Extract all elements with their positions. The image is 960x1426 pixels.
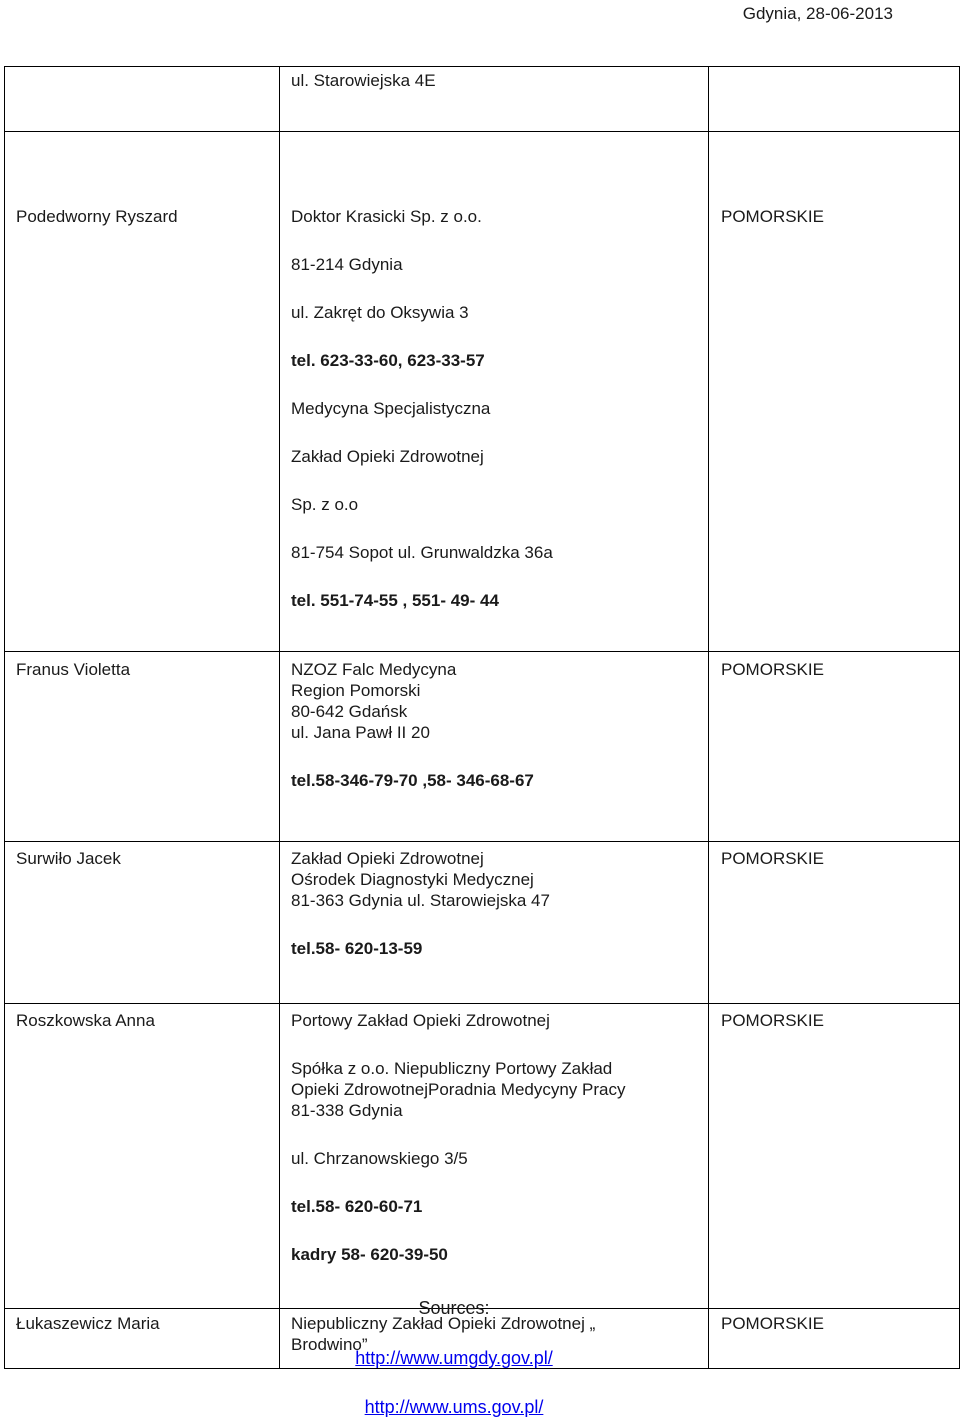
organization-cell [280,1004,709,1309]
name-cell [5,652,280,842]
org-line: ul. Chrzanowskiego 3/5 [291,1149,468,1168]
org-address-block [291,659,698,743]
org-line: 81-338 Gdynia [291,1101,403,1120]
org-line: Region Pomorski [291,681,421,700]
org-line: Ośrodek Diagnostyki Medycznej [291,870,534,889]
table-row [5,1004,960,1309]
org-line: Niepubliczny Zakład Opieki Zdrowotnej „ [291,1314,596,1333]
region-cell [709,67,960,132]
org-line: Portowy Zakład Opieki Zdrowotnej [291,1011,550,1030]
table-row [5,132,960,652]
name-cell [5,1004,280,1309]
org-phone: tel.58- 620-60-71 [291,1197,423,1216]
table-row [5,67,960,132]
organization-cell [280,132,709,652]
person-name: Podedworny Ryszard [16,207,178,226]
region-label: POMORSKIE [721,1314,824,1333]
org-address-block [291,848,698,911]
org-line: Spółka z o.o. Niepubliczny Portowy Zakład [291,1059,613,1078]
org-line: Brodwino” [291,1335,368,1354]
person-name: Franus Violetta [16,660,131,679]
region-cell [709,652,960,842]
organization-cell [280,842,709,1004]
sources-label: Sources: [418,1298,490,1318]
org-phone-hr: kadry 58- 620-39-50 [291,1245,448,1264]
org-phone: tel. 623-33-60, 623-33-57 [291,351,485,370]
region-label: POMORSKIE [721,660,824,679]
org-phone: tel.58-346-79-70 ,58- 346-68-67 [291,771,534,790]
region-label: POMORSKIE [721,849,824,868]
organization-cell [280,652,709,842]
name-cell [5,132,280,652]
person-name: Łukaszewicz Maria [16,1314,160,1333]
org-line: Zakład Opieki Zdrowotnej [291,849,484,868]
region-cell [709,842,960,1004]
organization-cell [280,67,709,132]
org-line: Sp. z o.o [291,495,359,514]
org-line: NZOZ Falc Medycyna [291,660,457,679]
org-line: Zakład Opieki Zdrowotnej [291,447,484,466]
org-line: ul. Zakręt do Oksywia 3 [291,303,469,322]
org-line: 81-754 Sopot ul. Grunwaldzka 36a [291,543,553,562]
org-address-block [291,1058,698,1121]
region-label: POMORSKIE [721,207,824,226]
region-cell [709,132,960,652]
source-link-ums[interactable]: http://www.ums.gov.pl/ [364,1397,544,1417]
source-link-umgdy[interactable]: http://www.umgdy.gov.pl/ [355,1348,553,1368]
org-phone: tel.58- 620-13-59 [291,939,423,958]
name-cell [5,842,280,1004]
document-date: Gdynia, 28-06-2013 [742,4,893,23]
org-line: 81-214 Gdynia [291,255,403,274]
org-line: ul. Jana Pawł II 20 [291,723,430,742]
org-line: Medycyna Specjalistyczna [291,399,491,418]
org-line: 80-642 Gdańsk [291,702,408,721]
table-row [5,652,960,842]
org-line: ul. Starowiejska 4E [291,71,436,90]
org-phone: tel. 551-74-55 , 551- 49- 44 [291,591,499,610]
person-name: Surwiło Jacek [16,849,121,868]
person-name: Roszkowska Anna [16,1011,155,1030]
org-line: 81-363 Gdynia ul. Starowiejska 47 [291,891,550,910]
name-cell [5,67,280,132]
table-row [5,842,960,1004]
region-cell [709,1004,960,1309]
org-line: Opieki ZdrowotnejPoradnia Medycyny Pracy [291,1080,626,1099]
doctors-table [4,66,960,1369]
org-line: Doktor Krasicki Sp. z o.o. [291,207,482,226]
region-label: POMORSKIE [721,1011,824,1030]
